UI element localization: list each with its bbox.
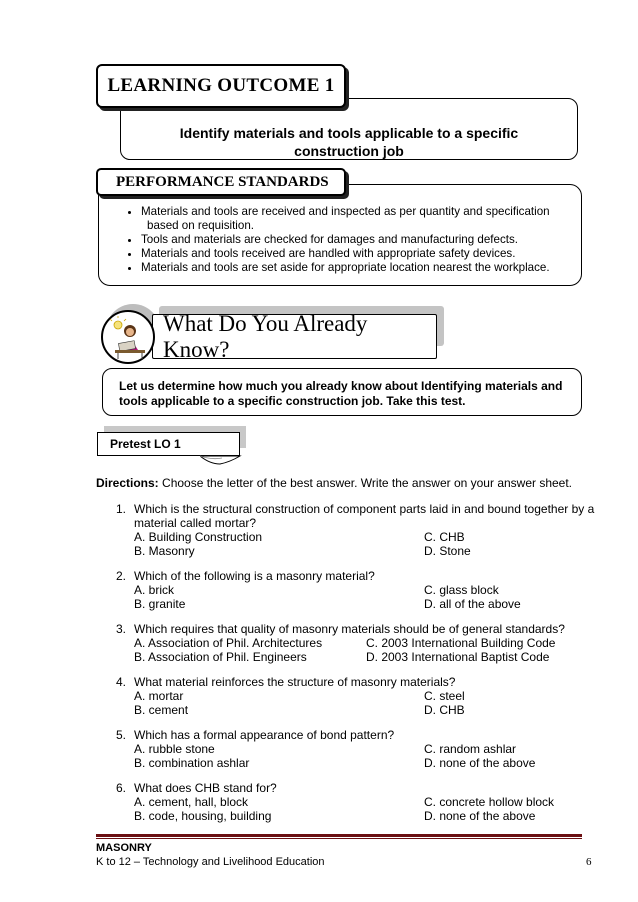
performance-standards-box: [98, 184, 582, 286]
question-options: [116, 583, 596, 611]
option: C. concrete hollow block: [424, 795, 555, 809]
question-options: [116, 530, 596, 558]
list-item: • Materials and tools are set aside for appropriate location nearest the workplace.: [141, 261, 581, 275]
option: D. none of the above: [424, 756, 536, 770]
performance-standards-list: [121, 205, 581, 275]
option: C. 2003 International Building Code: [366, 636, 556, 650]
question-stem: Which is the structural construction of component parts laid in and bound together by a material called mortar?: [134, 502, 595, 530]
option: D. CHB: [424, 703, 465, 717]
page-curl-icon: [200, 446, 246, 466]
option: B. Association of Phil. Engineers: [134, 650, 307, 664]
pretest-title: Pretest LO 1: [110, 437, 181, 451]
option: B. Masonry: [134, 544, 195, 558]
question-stem: What material reinforces the structure of masonry materials?: [134, 675, 456, 689]
option: A. brick: [134, 583, 175, 597]
option: A. rubble stone: [134, 742, 215, 756]
question-stem: Which of the following is a masonry material?: [134, 569, 375, 583]
option: D. none of the above: [424, 809, 536, 823]
question-number: 4.: [116, 675, 127, 689]
question: [116, 569, 596, 611]
page-number: 6: [586, 856, 592, 868]
learning-outcome-heading: [96, 64, 346, 108]
question-options: [116, 636, 596, 664]
question-stem: Which has a formal appearance of bond pattern?: [134, 728, 395, 742]
option: A. Association of Phil. Architectures: [134, 636, 323, 650]
question-list: [116, 502, 596, 834]
option: C. CHB: [424, 530, 465, 544]
option: A. cement, hall, block: [134, 795, 249, 809]
performance-standards-heading: [96, 168, 346, 196]
question-number: 2.: [116, 569, 127, 583]
performance-standards-title: PERFORMANCE STANDARDS: [116, 173, 329, 190]
footer-subtitle: K to 12 – Technology and Livelihood Education: [96, 856, 325, 868]
student-reading-icon: [101, 310, 155, 364]
directions-text: Choose the letter of the best answer. Write the answer on your answer sheet.: [158, 476, 573, 490]
intro-box: [102, 368, 582, 416]
intro-text: Let us determine how much you already know about Identifying materials and tools applicable to a specific construction job. Take this test.: [119, 379, 563, 408]
option: B. cement: [134, 703, 189, 717]
learning-outcome-title: LEARNING OUTCOME 1: [107, 75, 335, 96]
what-do-you-know-heading: [152, 310, 437, 362]
option: A. mortar: [134, 689, 184, 703]
option: D. 2003 International Baptist Code: [366, 650, 550, 664]
question-stem: Which requires that quality of masonry materials should be of general standards?: [134, 622, 565, 636]
option: D. Stone: [424, 544, 471, 558]
option: A. Building Construction: [134, 530, 263, 544]
option: B. code, housing, building: [134, 809, 272, 823]
directions: [96, 476, 616, 491]
option: D. all of the above: [424, 597, 521, 611]
question-options: [116, 795, 596, 823]
question-number: 5.: [116, 728, 127, 742]
option: C. steel: [424, 689, 465, 703]
option: B. granite: [134, 597, 186, 611]
question: [116, 728, 596, 770]
list-item: • Materials and tools are received and inspected as per quantity and specification based on requisition.: [141, 205, 581, 233]
question-options: [116, 742, 596, 770]
question: [116, 675, 596, 717]
question-number: 1.: [116, 502, 127, 516]
list-item: • Materials and tools received are handled with appropriate safety devices.: [141, 247, 581, 261]
directions-label: Directions:: [96, 476, 159, 490]
question-options: [116, 689, 596, 717]
question-number: 3.: [116, 622, 127, 636]
what-do-you-know-title: What Do You Already Know?: [163, 310, 368, 362]
list-item: • Tools and materials are checked for damages and manufacturing defects.: [141, 233, 581, 247]
footer-rule-thin: [96, 838, 582, 839]
question-stem: What does CHB stand for?: [134, 781, 277, 795]
learning-outcome-text: Identify materials and tools applicable to a specific construction job: [179, 125, 519, 159]
question: [116, 502, 596, 558]
footer-rule: [96, 834, 582, 837]
option: C. random ashlar: [424, 742, 517, 756]
question: [116, 781, 596, 823]
question: [116, 622, 596, 664]
option: C. glass block: [424, 583, 499, 597]
option: B. combination ashlar: [134, 756, 250, 770]
footer-title: MASONRY: [96, 842, 152, 854]
question-number: 6.: [116, 781, 127, 795]
